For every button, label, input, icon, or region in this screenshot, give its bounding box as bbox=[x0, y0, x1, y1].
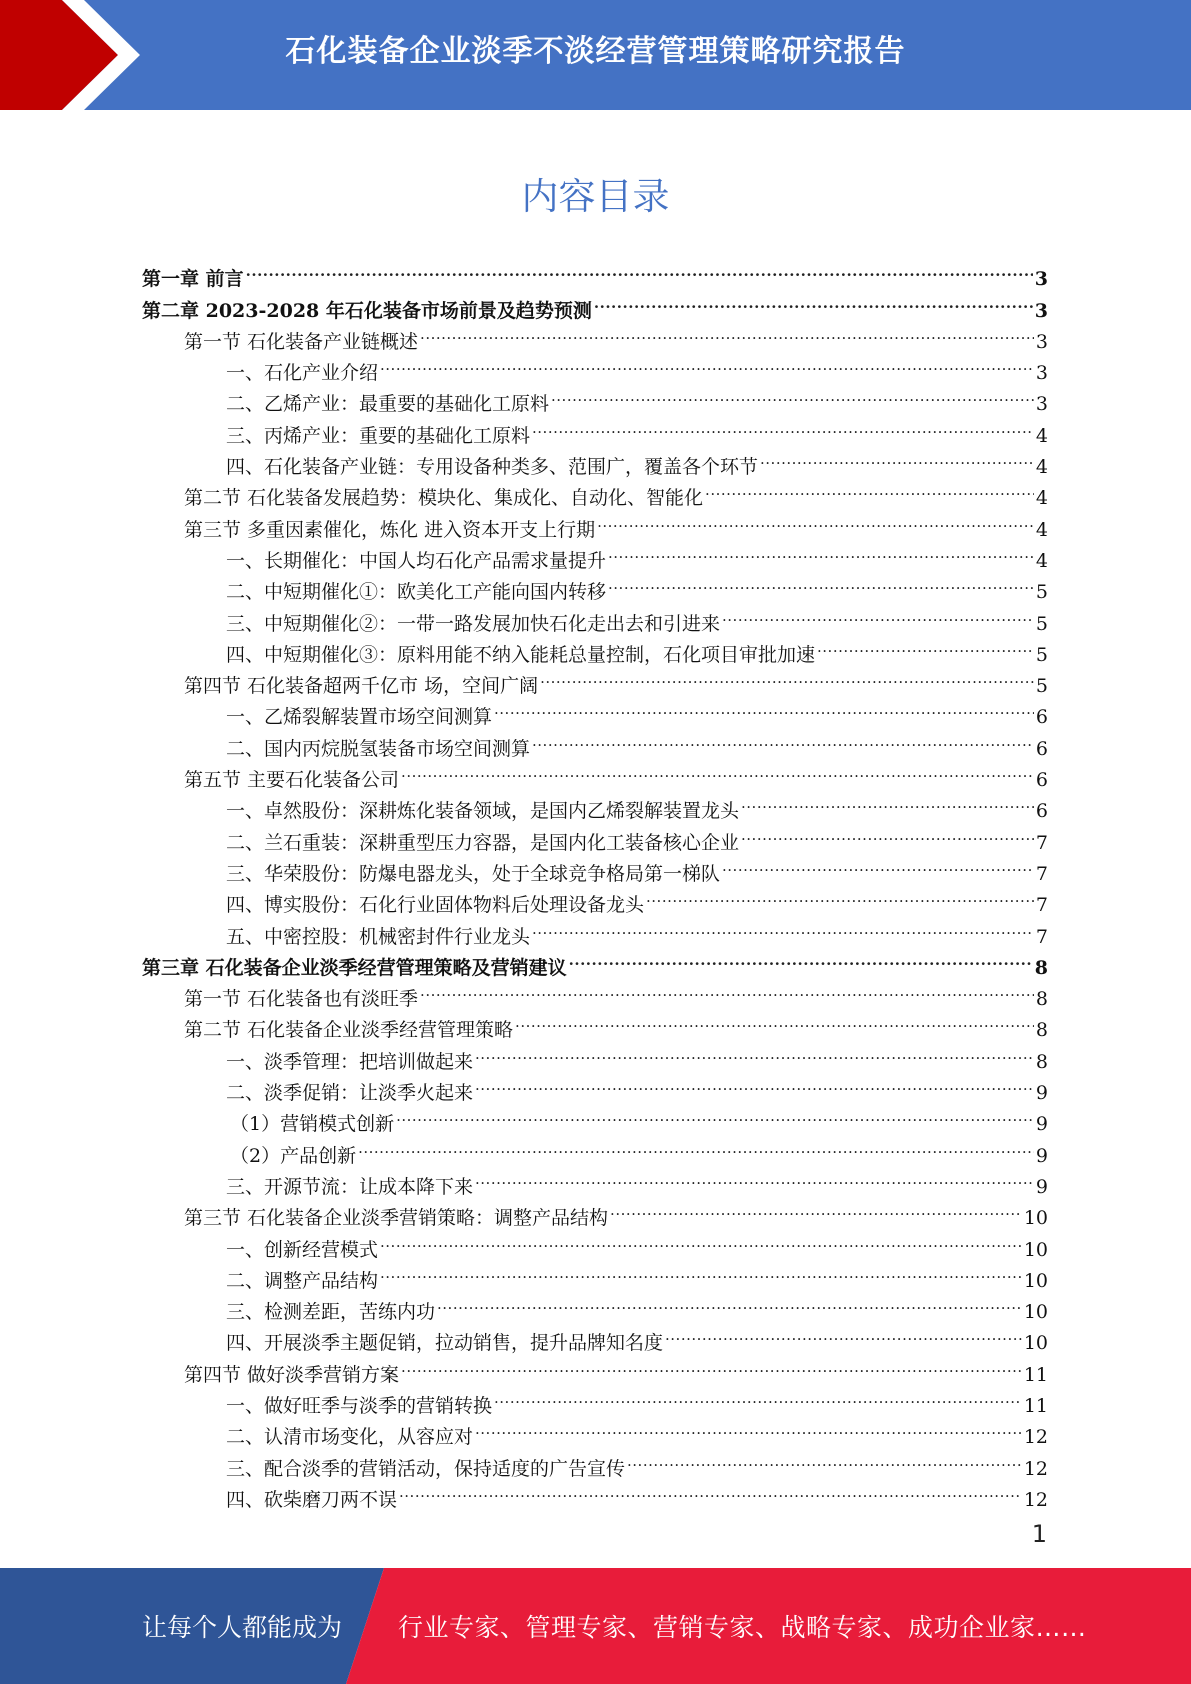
toc-entry-page: 8 bbox=[1035, 1050, 1048, 1073]
toc-dot-leader bbox=[246, 254, 1033, 285]
toc-entry-title: 二、调整产品结构 bbox=[226, 1269, 379, 1292]
toc-entry-title: 三、中短期催化②：一带一路发展加快石化走出去和引进来 bbox=[226, 612, 721, 635]
toc-dot-leader bbox=[380, 348, 1034, 379]
toc-dot-leader bbox=[705, 473, 1034, 504]
toc-entry-page: 5 bbox=[1035, 581, 1048, 604]
toc-entry-title: 一、长期催化：中国人均石化产品需求量提升 bbox=[226, 549, 607, 572]
toc-entry-page: 9 bbox=[1035, 1113, 1048, 1136]
toc-entry-title: 二、认清市场变化，从容应对 bbox=[226, 1426, 474, 1449]
toc-entry-page: 6 bbox=[1035, 800, 1048, 823]
toc-entry-title: 五、中密控股：机械密封件行业龙头 bbox=[226, 925, 531, 948]
toc-entry-title: 第三节 多重因素催化，炼化 进入资本开支上行期 bbox=[184, 518, 596, 541]
toc-entry-page: 8 bbox=[1035, 988, 1048, 1011]
toc-entry-title: 二、淡季促销：让淡季火起来 bbox=[226, 1082, 474, 1105]
toc-entry-title: （1）营销模式创新 bbox=[230, 1113, 395, 1136]
toc-dot-leader bbox=[610, 1193, 1022, 1224]
toc-entry-page: 9 bbox=[1035, 1144, 1048, 1167]
toc-dot-leader bbox=[380, 1224, 1022, 1255]
toc-dot-leader bbox=[646, 880, 1034, 911]
toc-entry-page: 3 bbox=[1035, 330, 1048, 353]
toc-entry[interactable] bbox=[142, 285, 1048, 322]
toc-dot-leader bbox=[760, 442, 1034, 473]
toc-entry-page: 7 bbox=[1035, 862, 1048, 885]
toc-dot-leader bbox=[532, 911, 1034, 942]
toc-dot-leader bbox=[475, 1068, 1034, 1099]
toc-dot-leader bbox=[597, 504, 1034, 535]
toc-entry-page: 11 bbox=[1023, 1363, 1048, 1386]
toc-entry-title: 第二节 石化装备企业淡季经营管理策略 bbox=[184, 1019, 514, 1042]
toc-entry-page: 4 bbox=[1035, 549, 1048, 572]
toc-dot-leader bbox=[741, 817, 1034, 848]
toc-entry-page: 8 bbox=[1035, 1019, 1048, 1042]
toc-entry-page: 4 bbox=[1035, 518, 1048, 541]
toc-entry-page: 3 bbox=[1034, 268, 1048, 291]
toc-entry-title: 二、中短期催化①：欧美化工产能向国内转移 bbox=[226, 581, 607, 604]
toc-entry-title: 第一节 石化装备也有淡旺季 bbox=[184, 988, 419, 1011]
toc-entry-title: 第二节 石化装备发展趋势：模块化、集成化、自动化、智能化 bbox=[184, 487, 704, 510]
toc-title: 内容目录 bbox=[521, 175, 670, 218]
toc-entry-page: 12 bbox=[1023, 1488, 1048, 1511]
toc-dot-leader bbox=[420, 974, 1034, 1005]
toc-entry-title: 四、石化装备产业链：专用设备种类多、范围广，覆盖各个环节 bbox=[226, 456, 759, 479]
toc-entry-page: 5 bbox=[1035, 612, 1048, 635]
toc-dot-leader bbox=[401, 755, 1034, 786]
toc-dot-leader bbox=[475, 1412, 1022, 1443]
toc-dot-leader bbox=[722, 598, 1034, 629]
toc-entry-page: 10 bbox=[1023, 1207, 1048, 1230]
toc-entry-page: 5 bbox=[1035, 675, 1048, 698]
toc-entry-title: 三、华荣股份：防爆电器龙头，处于全球竞争格局第一梯队 bbox=[226, 862, 721, 885]
toc-dot-leader bbox=[608, 536, 1034, 567]
toc-entry-title: 三、配合淡季的营销活动，保持适度的广告宣传 bbox=[226, 1457, 626, 1480]
page-number: 1 bbox=[1031, 1520, 1047, 1548]
toc-entry[interactable] bbox=[142, 254, 1048, 291]
toc-entry-title: 二、国内丙烷脱氢装备市场空间测算 bbox=[226, 737, 531, 760]
toc-dot-leader bbox=[420, 317, 1034, 348]
toc-dot-leader bbox=[532, 723, 1034, 754]
toc-dot-leader bbox=[817, 630, 1034, 661]
toc-entry-page: 3 bbox=[1035, 393, 1048, 416]
footer-banner bbox=[0, 1568, 1191, 1684]
toc-dot-leader bbox=[494, 692, 1034, 723]
toc-entry-title: （2）产品创新 bbox=[230, 1144, 357, 1167]
toc-entry-title: 四、博实股份：石化行业固体物料后处理设备龙头 bbox=[226, 894, 645, 917]
toc-entry-title: 三、丙烯产业：重要的基础化工原料 bbox=[226, 424, 531, 447]
toc-dot-leader bbox=[475, 1162, 1034, 1193]
toc-dot-leader bbox=[515, 1005, 1034, 1036]
table-of-contents bbox=[142, 254, 1048, 1511]
toc-dot-leader bbox=[358, 1130, 1034, 1161]
toc-entry-page: 12 bbox=[1023, 1426, 1048, 1449]
toc-entry-page: 9 bbox=[1035, 1175, 1048, 1198]
toc-entry-title: 四、砍柴磨刀两不误 bbox=[226, 1488, 398, 1511]
toc-entry-title: 第五节 主要石化装备公司 bbox=[184, 769, 400, 792]
toc-dot-leader bbox=[551, 379, 1034, 410]
toc-entry-page: 11 bbox=[1023, 1394, 1048, 1417]
toc-entry-title: 二、兰石重装：深耕重型压力容器，是国内化工装备核心企业 bbox=[226, 831, 740, 854]
toc-dot-leader bbox=[569, 943, 1033, 974]
toc-entry-page: 7 bbox=[1035, 925, 1048, 948]
toc-entry-page: 7 bbox=[1035, 831, 1048, 854]
toc-dot-leader bbox=[722, 849, 1034, 880]
toc-entry-title: 第四节 石化装备超两千亿市 场，空间广阔 bbox=[184, 675, 539, 698]
toc-entry-title: 一、卓然股份：深耕炼化装备领域，是国内乙烯裂解装置龙头 bbox=[226, 800, 740, 823]
toc-entry-title: 一、淡季管理：把培训做起来 bbox=[226, 1050, 474, 1073]
toc-dot-leader bbox=[437, 1287, 1022, 1318]
toc-entry-page: 4 bbox=[1035, 424, 1048, 447]
toc-entry-title: 第四节 做好淡季营销方案 bbox=[184, 1363, 400, 1386]
toc-dot-leader bbox=[540, 661, 1034, 692]
toc-dot-leader bbox=[532, 410, 1034, 441]
toc-entry-page: 6 bbox=[1035, 737, 1048, 760]
toc-entry-page: 4 bbox=[1035, 487, 1048, 510]
toc-entry-page: 10 bbox=[1023, 1301, 1048, 1324]
toc-entry-page: 5 bbox=[1035, 643, 1048, 666]
toc-dot-leader bbox=[401, 1349, 1022, 1380]
toc-entry-title: 二、乙烯产业：最重要的基础化工原料 bbox=[226, 393, 550, 416]
toc-dot-leader bbox=[475, 1036, 1034, 1067]
header-banner bbox=[0, 0, 1191, 110]
footer-slogan-left: 让每个人都能成为 bbox=[142, 1613, 343, 1642]
toc-dot-leader bbox=[608, 567, 1034, 598]
toc-entry-page: 4 bbox=[1035, 456, 1048, 479]
toc-entry-page: 9 bbox=[1035, 1082, 1048, 1105]
toc-entry-page: 3 bbox=[1034, 299, 1048, 322]
toc-entry-page: 8 bbox=[1034, 956, 1048, 979]
toc-entry-title: 一、创新经营模式 bbox=[226, 1238, 379, 1261]
header-title: 石化装备企业淡季不淡经营管理策略研究报告 bbox=[285, 34, 906, 69]
toc-entry-title: 三、开源节流：让成本降下来 bbox=[226, 1175, 474, 1198]
toc-dot-leader bbox=[494, 1381, 1022, 1412]
toc-entry-page: 10 bbox=[1023, 1332, 1048, 1355]
toc-entry-title: 四、开展淡季主题促销，拉动销售，提升品牌知名度 bbox=[226, 1332, 664, 1355]
toc-dot-leader bbox=[396, 1099, 1034, 1130]
toc-entry-page: 3 bbox=[1035, 362, 1048, 385]
toc-entry-page: 6 bbox=[1035, 706, 1048, 729]
toc-entry-title: 第一节 石化装备产业链概述 bbox=[184, 330, 419, 353]
toc-entry-title: 第一章 前言 bbox=[142, 268, 244, 291]
toc-entry-title: 一、石化产业介绍 bbox=[226, 362, 379, 385]
toc-entry-title: 一、乙烯裂解装置市场空间测算 bbox=[226, 706, 493, 729]
toc-entry-page: 10 bbox=[1023, 1269, 1048, 1292]
toc-dot-leader bbox=[594, 285, 1033, 316]
toc-entry-page: 10 bbox=[1023, 1238, 1048, 1261]
toc-entry-page: 7 bbox=[1035, 894, 1048, 917]
toc-dot-leader bbox=[380, 1256, 1022, 1287]
toc-dot-leader bbox=[665, 1318, 1022, 1349]
footer-slogan-right: 行业专家、管理专家、营销专家、战略专家、成功企业家…… bbox=[398, 1613, 1087, 1642]
toc-dot-leader bbox=[741, 786, 1034, 817]
toc-entry-page: 6 bbox=[1035, 769, 1048, 792]
toc-dot-leader bbox=[627, 1443, 1022, 1474]
toc-entry-title: 一、做好旺季与淡季的营销转换 bbox=[226, 1394, 493, 1417]
toc-entry-title: 第三节 石化装备企业淡季营销策略：调整产品结构 bbox=[184, 1207, 609, 1230]
toc-entry-page: 12 bbox=[1023, 1457, 1048, 1480]
toc-entry-title: 三、检测差距，苦练内功 bbox=[226, 1301, 436, 1324]
toc-entry-title: 四、中短期催化③：原料用能不纳入能耗总量控制，石化项目审批加速 bbox=[226, 643, 816, 666]
toc-entry-title: 第三章 石化装备企业淡季经营管理策略及营销建议 bbox=[142, 956, 567, 979]
toc-entry-title: 第二章 2023-2028 年石化装备市场前景及趋势预测 bbox=[142, 299, 592, 322]
toc-dot-leader bbox=[399, 1475, 1022, 1506]
